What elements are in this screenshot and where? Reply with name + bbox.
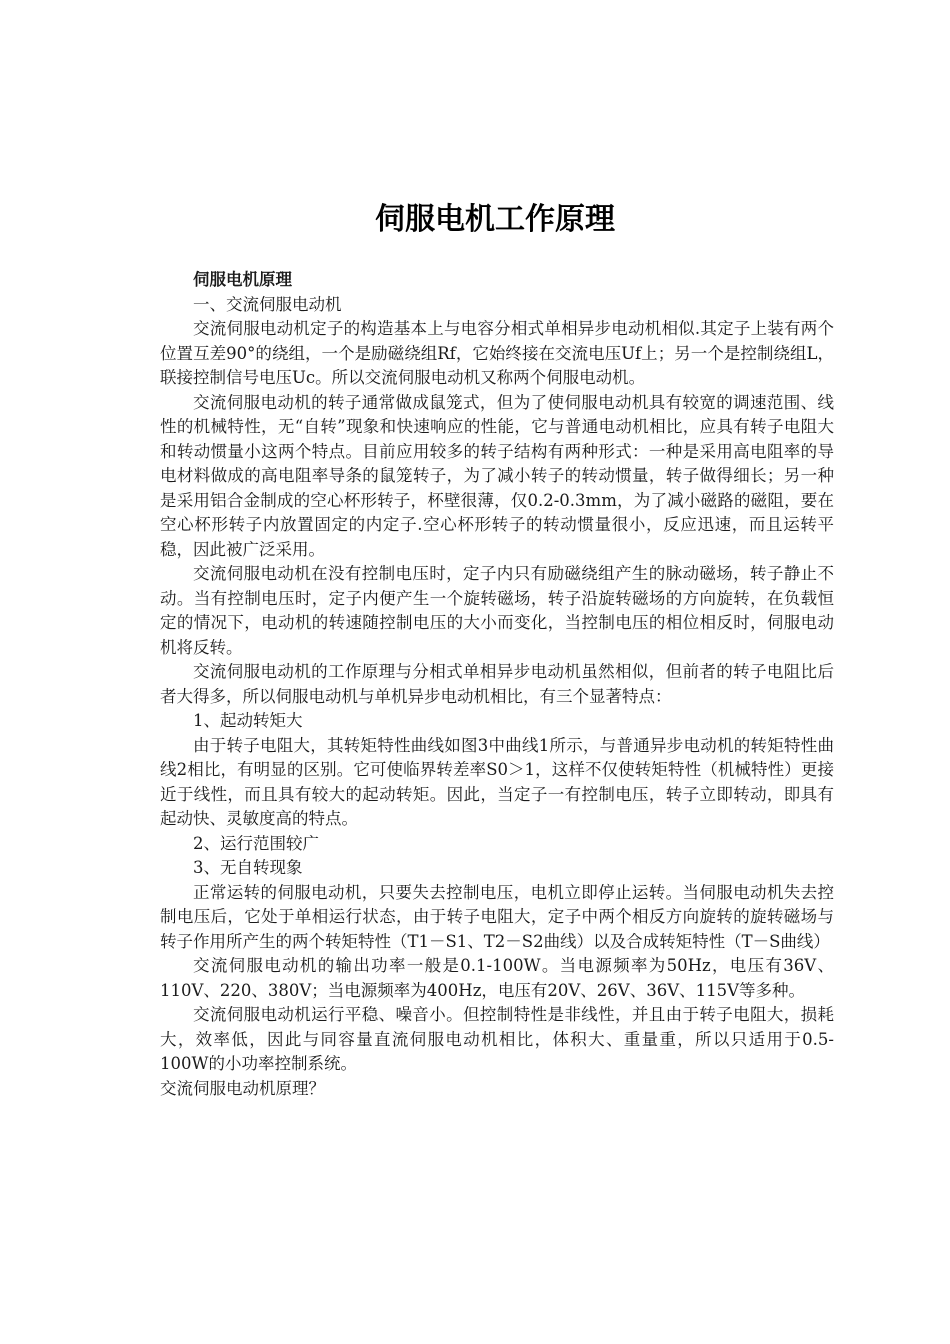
paragraph-principle-features: 交流伺服电动机的工作原理与分相式单相异步电动机虽然相似，但前者的转子电阻比后者大得多，所以伺服电动机与单机异步电动机相比，有三个显著特点： <box>160 662 834 706</box>
list-item-starting-torque: 1、起动转矩大 <box>193 711 303 730</box>
paragraph-stator-structure: 交流伺服电动机定子的构造基本上与电容分相式单相异步电动机相似.其定子上装有两个位置互差90°的绕组，一个是励磁绕组Rf，它始终接在交流电压Uf上；另一个是控制绕组L，联接控制信号电压Uc。所以交流伺服电动机又称两个伺服电动机。 <box>160 319 834 387</box>
list-item-operating-range: 2、运行范围较广 <box>193 833 319 853</box>
paragraph-starting-torque-detail: 由于转子电阻大，其转矩特性曲线如图3中曲线1所示，与普通异步电动机的转矩特性曲线2相比，有明显的区别。它可使临界转差率S0＞1，这样不仅使转矩特性（机械特性）更接近于线性，而且具有较大的起动转矩。因此，当定子一有控制电压，转子立即转动，即具有起动快、灵敏度高的特点。 <box>160 735 834 828</box>
section-heading: 伺服电机原理 <box>193 270 292 289</box>
paragraph-operation: 交流伺服电动机在没有控制电压时，定子内只有励磁绕组产生的脉动磁场，转子静止不动。当有控制电压时，定子内便产生一个旋转磁场，转子沿旋转磁场的方向旋转，在负载恒定的情况下，电动机的转速随控制电压的大小而变化，当控制电压的相位相反时，伺服电动机将反转。 <box>160 564 834 657</box>
paragraph-characteristics: 交流伺服电动机运行平稳、噪音小。但控制特性是非线性，并且由于转子电阻大，损耗大，效率低，因此与同容量直流伺服电动机相比，体积大、重量重，所以只适用于0.5-100W的小功率控制系统。 <box>160 1005 834 1073</box>
paragraph-no-self-rotation-detail: 正常运转的伺服电动机，只要失去控制电压，电机立即停止运转。当伺服电动机失去控制电压后，它处于单相运行状态，由于转子电阻大，定子中两个相反方向旋转的旋转磁场与转子作用所产生的两个转矩特性（T1－S1、T2－S2曲线）以及合成转矩特性（T－S曲线） <box>160 882 834 951</box>
paragraph-ac-servo-heading: 一、交流伺服电动机 <box>193 294 342 314</box>
list-item-no-self-rotation: 3、无自转现象 <box>193 858 303 877</box>
paragraph-rotor-structure: 交流伺服电动机的转子通常做成鼠笼式，但为了使伺服电动机具有较宽的调速范围、线性的机械特性，无“自转”现象和快速响应的性能，它与普通电动机相比，应具有转子电阻大和转动惯量小这两个特点。目前应用较多的转子结构有两种形式：一种是采用高电阻率的导电材料做成的高电阻率导条的鼠笼转子，为了减小转子的转动惯量，转子做得细长；另一种是采用铝合金制成的空心杯形转子，杯壁很薄，仅0.2-0.3mm，为了减小磁路的磁阻，要在空心杯形转子内放置固定的内定子.空心杯形转子的转动惯量很小，反应迅速，而且运转平稳，因此被广泛采用。 <box>160 392 834 559</box>
document-body <box>160 268 834 1101</box>
document-title: 伺服电机工作原理 <box>375 202 615 237</box>
paragraph-output-power: 交流伺服电动机的输出功率一般是0.1-100W。当电源频率为50Hz，电压有36V、110V、220、380V；当电源频率为400Hz，电压有20V、26V、36V、115V等多种。 <box>160 956 834 1000</box>
closing-question: 交流伺服电动机原理？ <box>160 1078 325 1098</box>
